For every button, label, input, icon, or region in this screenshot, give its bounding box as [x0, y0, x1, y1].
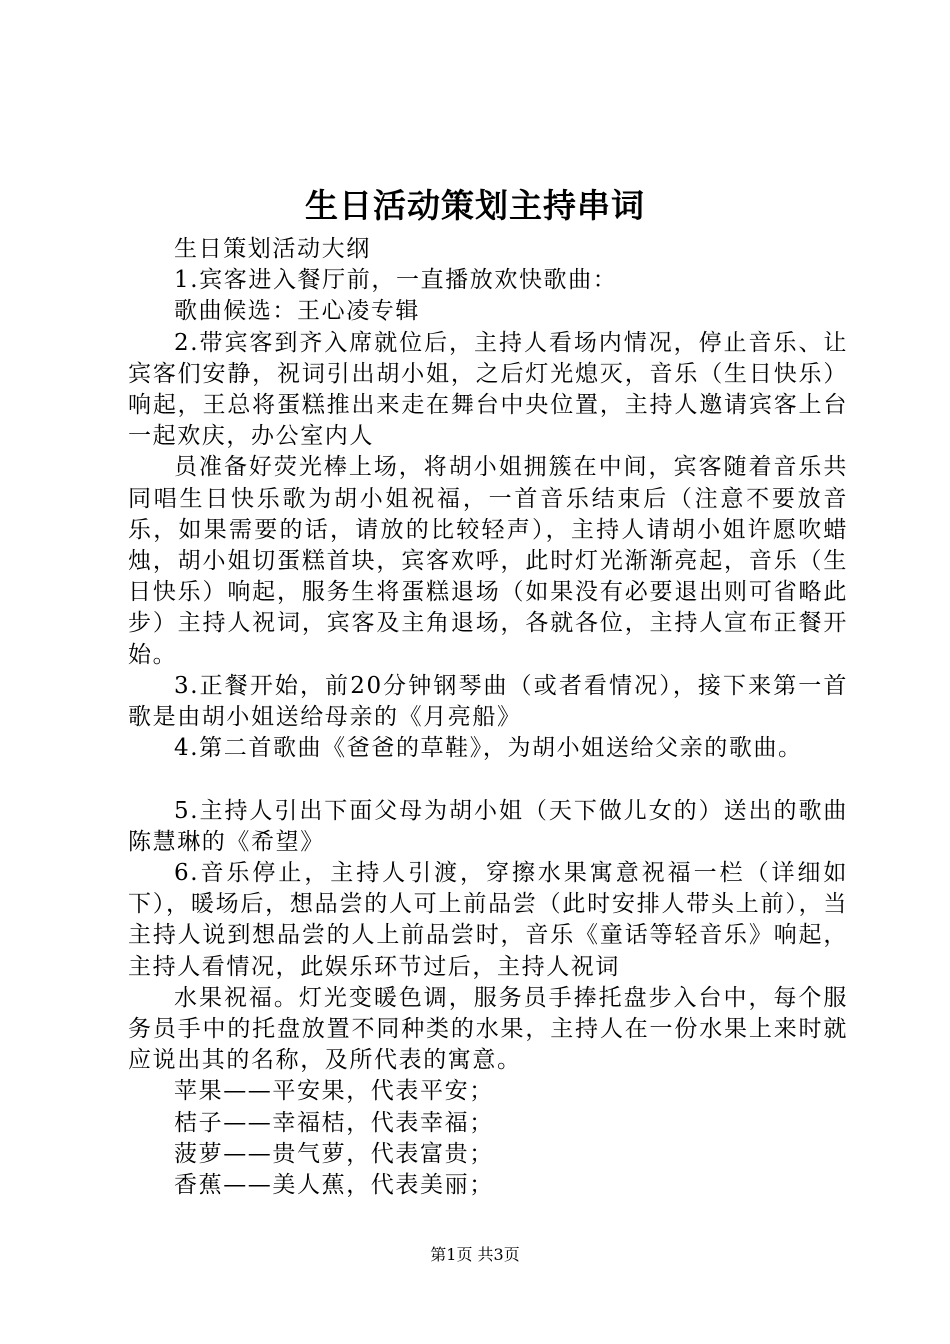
paragraph-outline-heading: 生日策划活动大纲 [174, 236, 371, 262]
paragraph-fruit-pineapple: 菠萝——贵气萝，代表富贵； [174, 1140, 494, 1167]
paragraph-fruit-apple: 苹果——平安果，代表平安； [174, 1078, 494, 1105]
paragraph-step-2-continued: 员准备好荧光棒上场，将胡小姐拥簇在中间，宾客随着音乐共同唱生日快乐歌为胡小姐祝福，一首音乐结束后（注意不要放音乐，如果需要的话，请放的比较轻声），主持人请胡小姐许愿吹蜡烛，胡小姐切蛋糕首块，宾客欢呼，此时灯光渐渐亮起，音乐（生日快乐）响起，服务生将蛋糕退场（如果没有必要退出则可省略此步）主持人祝词，宾客及主角退场，各就各位，主持人宣布正餐开始。 [128, 454, 848, 668]
paragraph-step-2: 2.带宾客到齐入席就位后，主持人看场内情况，停止音乐、让宾客们安静，祝词引出胡小姐，之后灯光熄灭，音乐（生日快乐）响起，王总将蛋糕推出来走在舞台中央位置，主持人邀请宾客上台一起欢庆，办公室内人 [128, 329, 848, 450]
paragraph-blank [128, 764, 848, 795]
paragraph-step-3: 3.正餐开始，前20分钟钢琴曲（或者看情况），接下来第一首歌是由胡小姐送给母亲的《月亮船》 [128, 672, 848, 731]
paragraph-fruit-blessing: 水果祝福。灯光变暖色调，服务员手捧托盘步入台中，每个服务员手中的托盘放置不同种类的水果，主持人在一份水果上来时就应说出其的名称，及所代表的寓意。 [128, 984, 848, 1074]
paragraph-step-1: 1.宾客进入餐厅前，一直播放欢快歌曲： [174, 267, 618, 294]
paragraph-fruit-banana: 香蕉——美人蕉，代表美丽； [174, 1172, 494, 1199]
document-body [128, 234, 848, 1201]
paragraph-song-candidates: 歌曲候选：王心凌专辑 [174, 298, 420, 325]
paragraph-step-5: 5.主持人引出下面父母为胡小姐（天下做儿女的）送出的歌曲陈慧琳的《希望》 [128, 797, 848, 855]
paragraph-step-6: 6.音乐停止，主持人引渡，穿擦水果寓意祝福一栏（详细如下），暖场后，想品尝的人可上前品尝（此时安排人带头上前），当主持人说到想品尝的人上前品尝时，音乐《童话等轻音乐》响起，主持人看情况，此娱乐环节过后，主持人祝词 [128, 860, 848, 980]
document-title: 生日活动策划主持串词 [305, 186, 645, 225]
page-footer: 第1页 共3页 [430, 1245, 520, 1264]
paragraph-step-4: 4.第二首歌曲《爸爸的草鞋》，为胡小姐送给父亲的歌曲。 [174, 735, 803, 762]
paragraph-fruit-orange: 桔子——幸福桔，代表幸福； [174, 1109, 494, 1136]
